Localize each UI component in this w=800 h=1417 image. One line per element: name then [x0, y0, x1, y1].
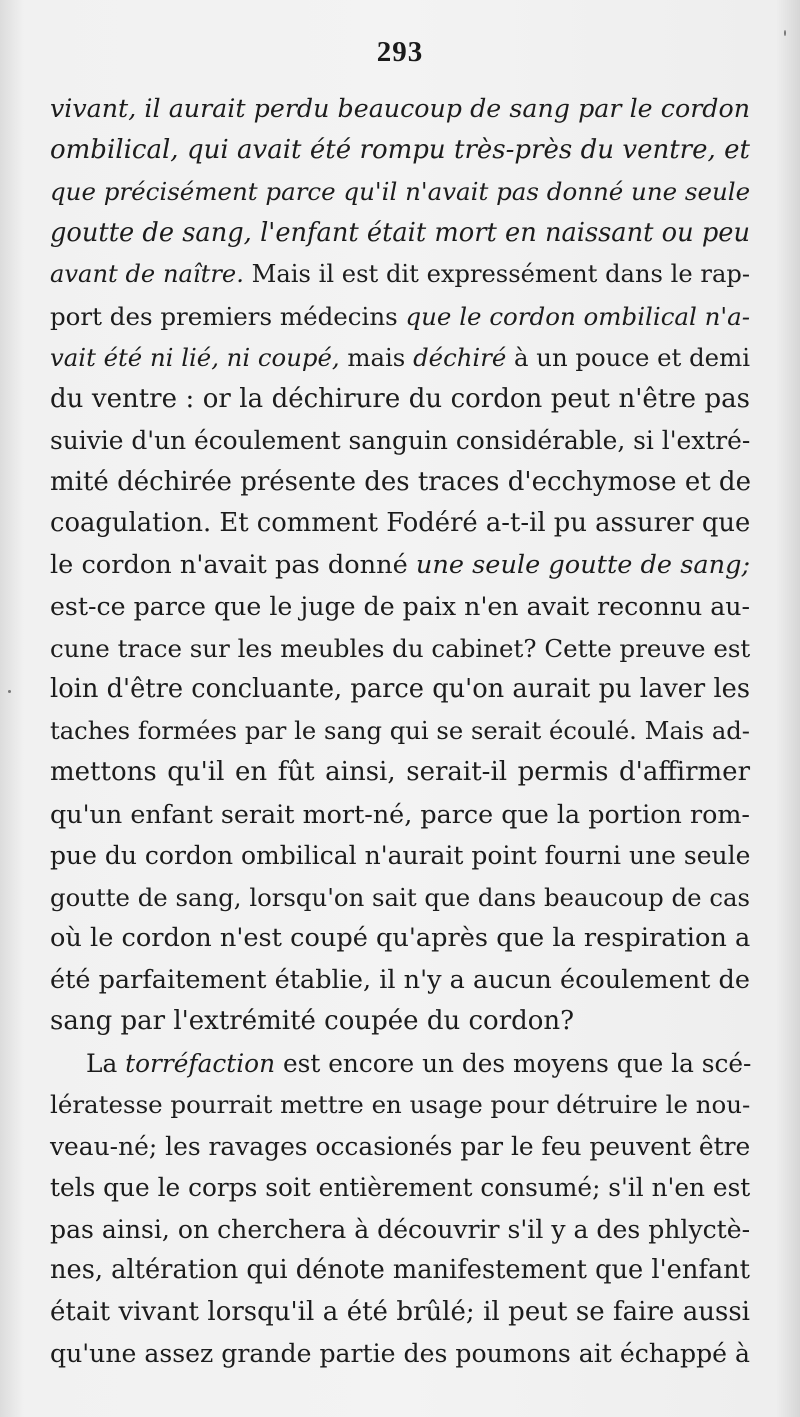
print-speck — [8, 690, 11, 693]
text-segment: mais — [339, 343, 414, 372]
italic-text: que précisément parce qu'il n'avait pas donné une seule — [50, 177, 751, 206]
italic-text: vivant, il aurait perdu beaucoup de sang par le cordon — [50, 94, 750, 123]
text-segment: Mais il est dit expressément dans le rap- — [243, 260, 750, 288]
text-line — [50, 296, 750, 338]
text-segment: qu'une assez grande partie des poumons ait échappé à — [50, 1339, 750, 1368]
text-line — [50, 1043, 750, 1085]
text-line — [50, 835, 750, 877]
text-segment: La — [86, 1048, 126, 1078]
text-line — [50, 628, 750, 670]
text-segment: taches formées par le sang qui se serait écoulé. Mais ad- — [50, 716, 750, 745]
text-line — [50, 88, 750, 130]
text-segment: à un pouce et demi — [506, 343, 750, 372]
text-line — [50, 337, 750, 379]
text-segment: est encore un des moyens que la scé- — [275, 1048, 752, 1078]
text-line — [50, 669, 750, 711]
italic-text: que le cordon ombilical n'a- — [405, 301, 751, 331]
text-segment: mettons qu'il en fût ainsi, serait-il permis d'affirmer — [50, 757, 750, 787]
text-line — [50, 462, 750, 504]
text-segment: où le cordon n'est coupé qu'après que la respiration a — [50, 923, 751, 953]
text-line — [50, 1250, 750, 1292]
text-segment: suivie d'un écoulement sanguin considérable, si l'extré- — [50, 426, 751, 455]
text-segment: cune trace sur les meubles du cabinet? Cette preuve est — [50, 633, 751, 663]
text-segment: été parfaitement établie, il n'y a aucun écoulement de — [50, 964, 750, 995]
text-line — [50, 586, 750, 628]
text-line — [50, 213, 750, 255]
text-segment: port des premiers médecins — [50, 301, 406, 331]
text-segment: tels que le corps soit entièrement consumé; s'il n'en est — [50, 1173, 751, 1202]
text-line — [50, 711, 750, 753]
text-segment: pas ainsi, on cherchera à découvrir s'il y a des phlyctè- — [50, 1214, 751, 1244]
text-line — [50, 130, 750, 172]
italic-text: ombilical, qui avait été rompu très-près du ventre, et — [50, 134, 750, 165]
page-number: 293 — [376, 36, 424, 68]
text-line — [50, 1167, 750, 1209]
text-segment: lératesse pourrait mettre en usage pour détruire le nou- — [50, 1090, 751, 1119]
text-line — [50, 1126, 750, 1168]
text-line — [50, 960, 750, 1002]
text-line — [50, 794, 750, 836]
italic-text: une seule goutte de sang; — [415, 549, 751, 580]
text-segment: du ventre : or la déchirure du cordon peut n'être pas — [50, 383, 750, 414]
text-segment: qu'un enfant serait mort-né, parce que la portion rom- — [50, 798, 750, 829]
italic-text: vait été ni lié, ni coupé, — [50, 343, 340, 372]
text-segment: pue du cordon ombilical n'aurait point fourni une seule — [50, 841, 751, 870]
text-line — [50, 379, 750, 421]
text-line — [50, 1333, 750, 1375]
text-segment: coagulation. Et comment Fodéré a-t-il pu assurer que — [50, 508, 751, 538]
text-line — [50, 503, 750, 545]
text-segment: est-ce parce que le juge de paix n'en avait reconnu au- — [50, 592, 751, 621]
italic-text: avant de naître. — [50, 260, 244, 288]
text-segment: loin d'être concluante, parce qu'on aurait pu laver les — [50, 674, 750, 704]
print-speck — [784, 30, 786, 36]
text-segment: le cordon n'avait pas donné — [50, 549, 416, 580]
italic-text: goutte de sang, l'enfant était mort en naissant ou peu — [50, 217, 750, 248]
text-line — [50, 254, 750, 296]
text-segment: mité déchirée présente des traces d'ecchymose et de — [50, 466, 751, 497]
text-line — [50, 752, 750, 794]
text-line — [50, 1209, 750, 1251]
text-line — [50, 171, 750, 213]
text-line — [50, 420, 750, 462]
text-line — [50, 1292, 750, 1334]
italic-text: torréfaction — [125, 1048, 276, 1078]
text-segment: goutte de sang, lorsqu'on sait que dans beaucoup de cas — [50, 882, 750, 912]
italic-text: déchiré — [413, 343, 507, 372]
text-line — [50, 877, 750, 919]
text-segment: était vivant lorsqu'il a été brûlé; il peut se faire aussi — [50, 1296, 750, 1327]
text-line — [50, 1001, 750, 1043]
text-line — [50, 545, 750, 587]
text-segment: nes, altération qui dénote manifestement que l'enfant — [50, 1255, 750, 1285]
text-segment: veau-né; les ravages occasionés par le feu peuvent être — [50, 1131, 751, 1161]
text-segment: sang par l'extrémité coupée du cordon? — [50, 1006, 575, 1036]
text-line — [50, 1084, 750, 1126]
text-line — [50, 918, 750, 960]
body-text — [50, 88, 750, 1375]
